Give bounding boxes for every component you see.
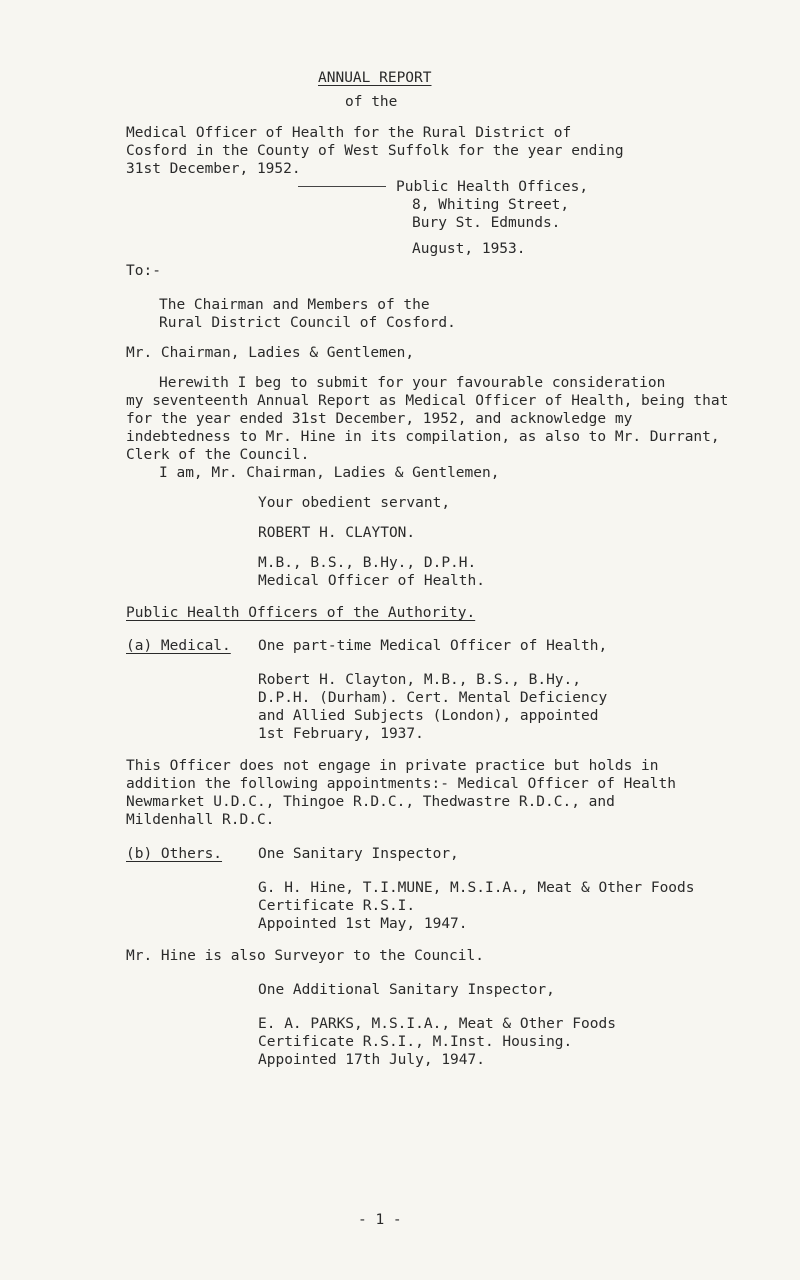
- address-rule: [298, 186, 386, 187]
- signature-title: Medical Officer of Health.: [258, 573, 485, 589]
- additional-inspector-line-1: E. A. PARKS, M.S.I.A., Meat & Other Foods: [258, 1016, 616, 1032]
- report-title: ANNUAL REPORT: [318, 70, 432, 86]
- additional-inspector-line-2: Certificate R.S.I., M.Inst. Housing.: [258, 1034, 573, 1050]
- section-b-intro: One Sanitary Inspector,: [258, 846, 459, 862]
- surveyor-note: Mr. Hine is also Surveyor to the Council.: [126, 948, 484, 964]
- section-b-label: (b) Others.: [126, 846, 223, 862]
- letter-line-4: indebtedness to Mr. Hine in its compilation, as also to Mr. Durrant,: [126, 429, 720, 445]
- officer-line-3: Newmarket U.D.C., Thingoe R.D.C., Thedwastre R.D.C., and: [126, 794, 615, 810]
- section-a-line-3: and Allied Subjects (London), appointed: [258, 708, 599, 724]
- letter-line-6: I am, Mr. Chairman, Ladies & Gentlemen,: [159, 465, 500, 481]
- section-b-line-2: Certificate R.S.I.: [258, 898, 416, 914]
- intro-line-2: Cosford in the County of West Suffolk for the year ending: [126, 143, 624, 159]
- letter-line-5: Clerk of the Council.: [126, 447, 310, 463]
- addressee-line-2: Rural District Council of Cosford.: [159, 315, 456, 331]
- page-number: - 1 -: [358, 1212, 402, 1228]
- section-a-intro: One part-time Medical Officer of Health,: [258, 638, 608, 654]
- address-line-3: Bury St. Edmunds.: [412, 215, 561, 231]
- section-heading: Public Health Officers of the Authority.: [126, 605, 476, 621]
- letter-line-1: Herewith I beg to submit for your favourable consideration: [159, 375, 666, 391]
- letter-line-2: my seventeenth Annual Report as Medical Officer of Health, being that: [126, 393, 729, 409]
- report-date: August, 1953.: [412, 241, 526, 257]
- address-line-1: Public Health Offices,: [396, 179, 589, 195]
- intro-line-3: 31st December, 1952.: [126, 161, 301, 177]
- section-a-label: (a) Medical.: [126, 638, 231, 654]
- officer-line-4: Mildenhall R.D.C.: [126, 812, 275, 828]
- report-subtitle-of: of the: [345, 94, 398, 110]
- to-label: To:-: [126, 263, 161, 279]
- section-a-line-4: 1st February, 1937.: [258, 726, 424, 742]
- closing: Your obedient servant,: [258, 495, 451, 511]
- letter-line-3: for the year ended 31st December, 1952, and acknowledge my: [126, 411, 633, 427]
- additional-inspector-line-3: Appointed 17th July, 1947.: [258, 1052, 485, 1068]
- salutation: Mr. Chairman, Ladies & Gentlemen,: [126, 345, 415, 361]
- additional-inspector-intro: One Additional Sanitary Inspector,: [258, 982, 555, 998]
- officer-line-1: This Officer does not engage in private practice but holds in: [126, 758, 659, 774]
- section-a-line-2: D.P.H. (Durham). Cert. Mental Deficiency: [258, 690, 608, 706]
- section-a-line-1: Robert H. Clayton, M.B., B.S., B.Hy.,: [258, 672, 582, 688]
- section-b-line-1: G. H. Hine, T.I.MUNE, M.S.I.A., Meat & Other Foods: [258, 880, 695, 896]
- intro-line-1: Medical Officer of Health for the Rural District of: [126, 125, 572, 141]
- signature-name: ROBERT H. CLAYTON.: [258, 525, 416, 541]
- section-b-line-3: Appointed 1st May, 1947.: [258, 916, 468, 932]
- signature-qualifications: M.B., B.S., B.Hy., D.P.H.: [258, 555, 477, 571]
- addressee-line-1: The Chairman and Members of the: [159, 297, 430, 313]
- officer-line-2: addition the following appointments:- Medical Officer of Health: [126, 776, 676, 792]
- address-line-2: 8, Whiting Street,: [412, 197, 570, 213]
